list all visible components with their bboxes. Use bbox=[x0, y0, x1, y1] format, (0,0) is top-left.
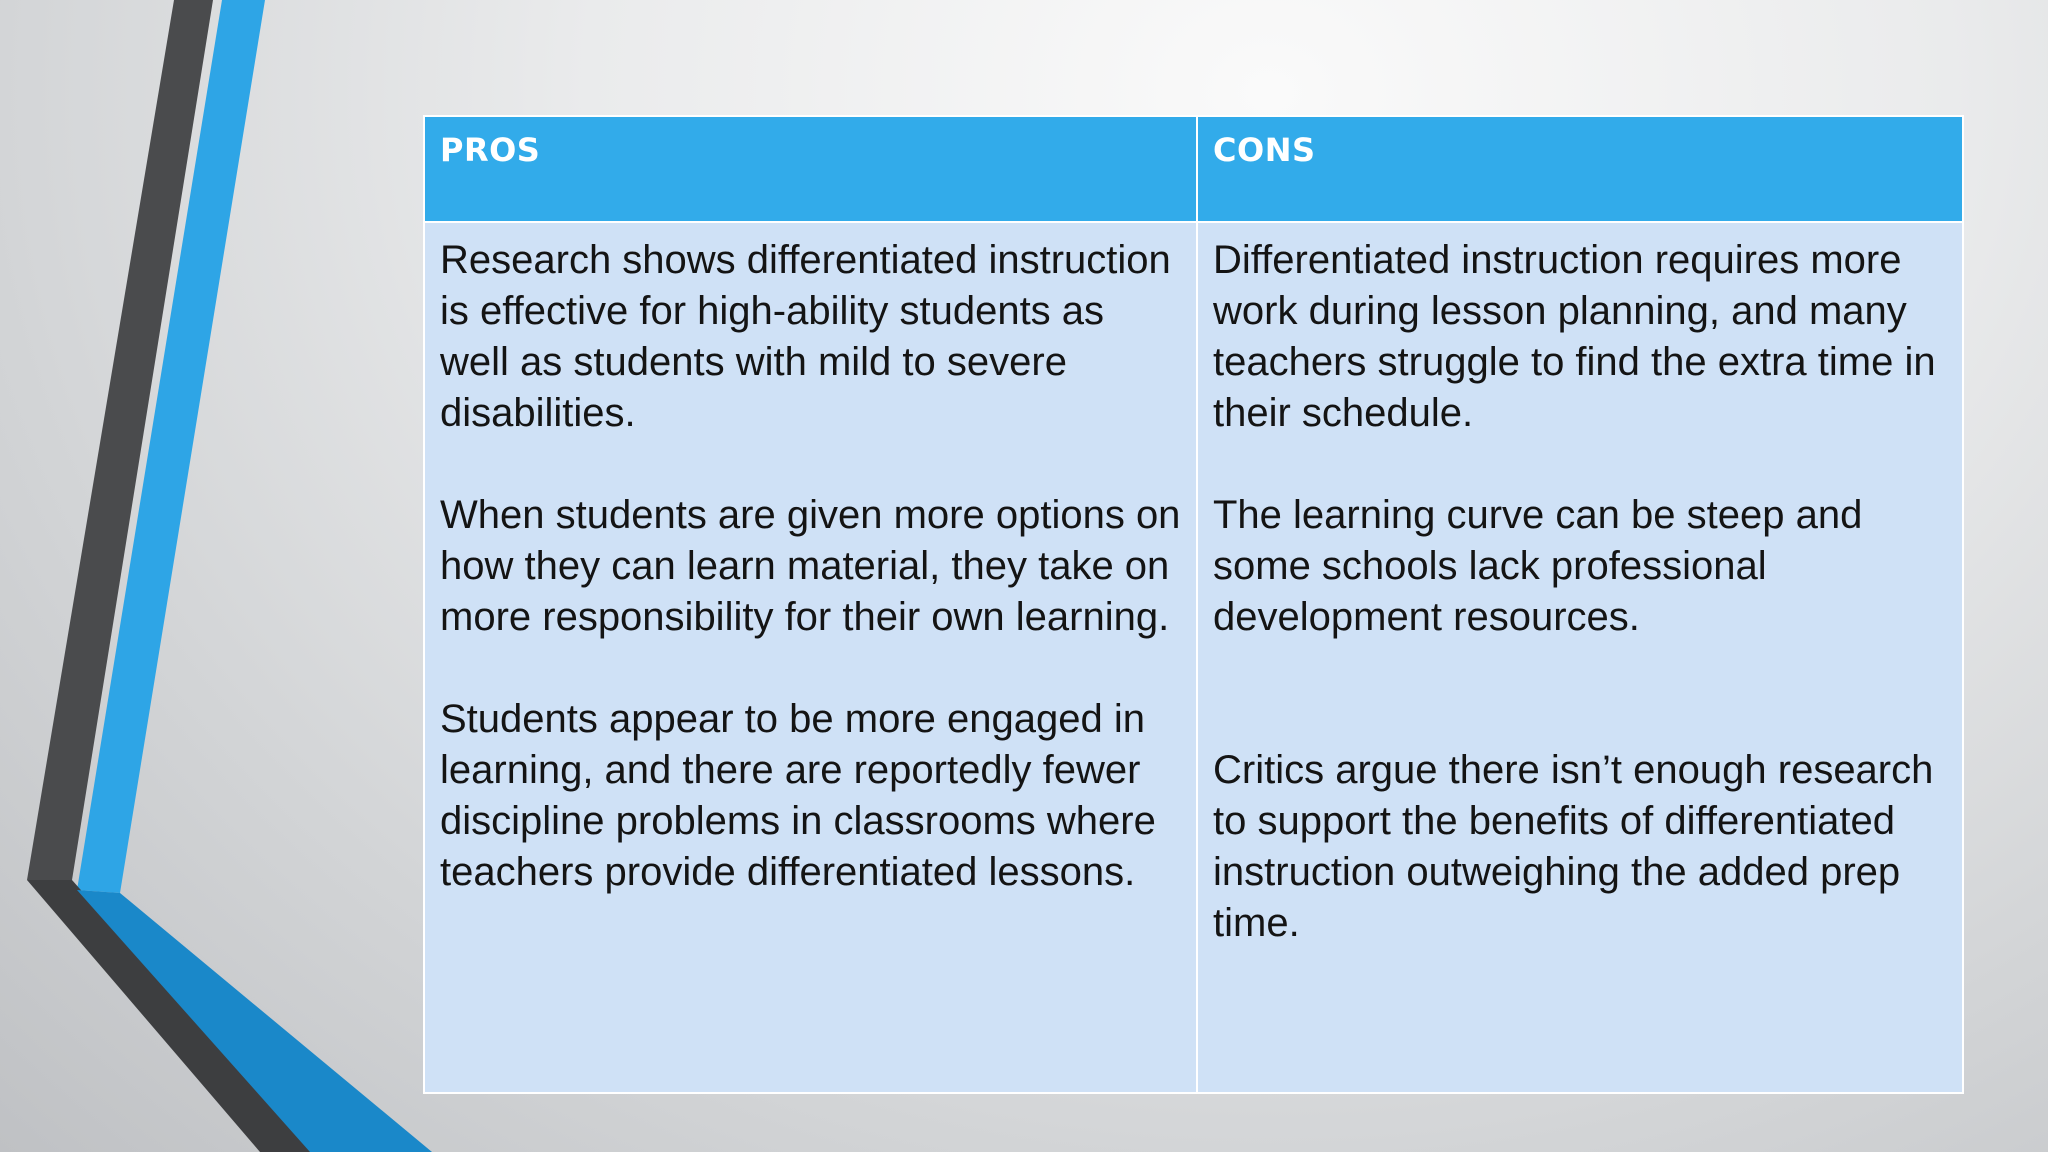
pros-cons-table bbox=[423, 115, 1964, 1094]
pros-item: Research shows differentiated instruction is effective for high-ability students as well as students with mild to severe disabilities. bbox=[440, 238, 1171, 435]
cons-item: Differentiated instruction requires more work during lesson planning, and many teachers struggle to find the extra time in their schedule. bbox=[1213, 238, 1936, 435]
cons-item: The learning curve can be steep and some schools lack professional development resources. bbox=[1213, 493, 1863, 639]
spacer bbox=[1213, 694, 1948, 745]
pros-item: When students are given more options on how they can learn material, they take on more responsibility for their own learning. bbox=[440, 493, 1181, 639]
table-header-row bbox=[424, 116, 1963, 222]
pros-cell bbox=[424, 222, 1197, 1093]
pros-item: Students appear to be more engaged in learning, and there are reportedly fewer discipline problems in classrooms where teachers provide differentiated lessons. bbox=[440, 697, 1156, 894]
gray-diagonal-band bbox=[27, 880, 313, 1152]
pros-header: PROS bbox=[424, 116, 1197, 222]
table-row bbox=[424, 222, 1963, 1093]
cons-cell bbox=[1197, 222, 1963, 1093]
cons-item: Critics argue there isn’t enough research to support the benefits of differentiated instruction outweighing the added prep time. bbox=[1213, 748, 1934, 945]
cons-header: CONS bbox=[1197, 116, 1963, 222]
